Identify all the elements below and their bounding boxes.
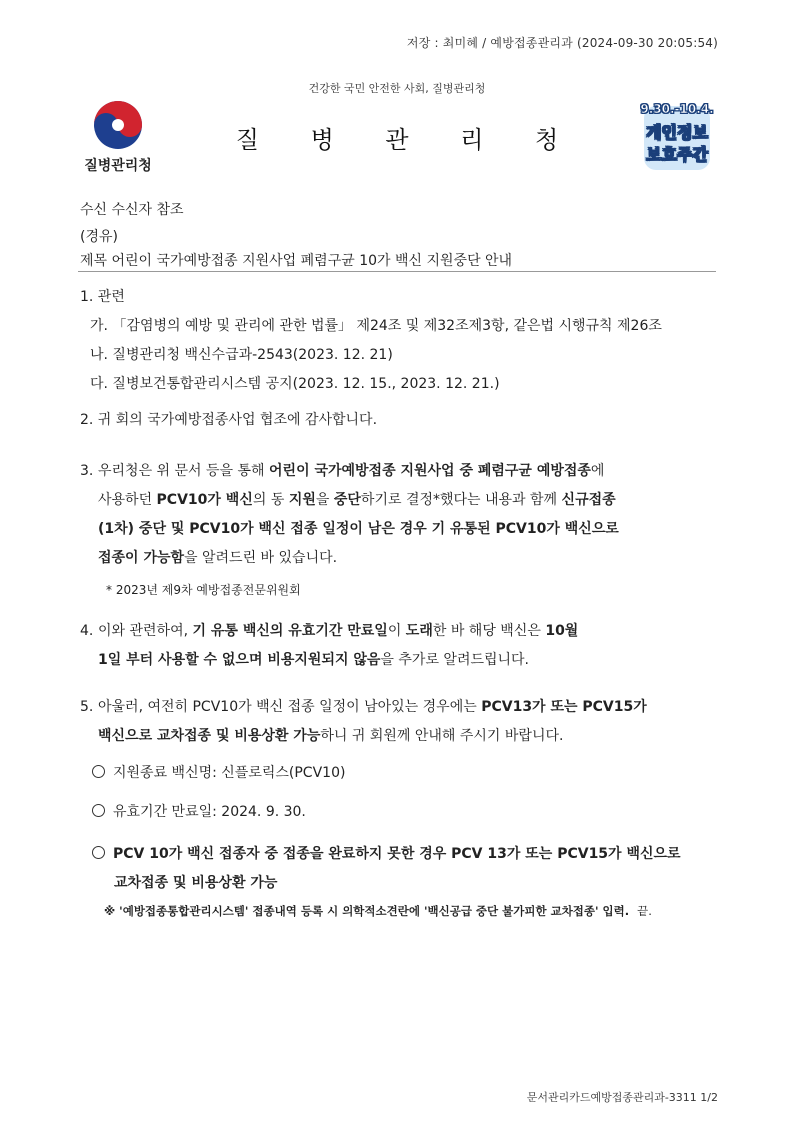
slogan: 건강한 국민 안전한 사회, 질병관리청	[308, 82, 486, 95]
badge-line-1: 개인정보	[646, 123, 708, 142]
bold-text: 10월	[545, 623, 579, 639]
list-item	[80, 798, 720, 827]
circle-bullet-icon	[92, 804, 105, 817]
bold-text: 기 유통 백신의 유효기간 만료일	[192, 623, 388, 639]
bold-text: 백신으로 교차접종 및 비용상환 가능	[98, 728, 321, 744]
bold-text: 도래	[405, 623, 433, 639]
text: 지원종료 백신명: 신플로릭스(PCV10)	[113, 765, 346, 781]
circle-bullet-icon	[92, 846, 105, 859]
section-5	[80, 693, 720, 751]
bold-text: 중단	[333, 492, 361, 508]
bold-text: PCV13가 또는 PCV15가	[481, 699, 647, 715]
text: 우리청은 위 문서 등을 통해	[98, 463, 270, 479]
list-item	[80, 759, 720, 788]
text: 하기로 결정*했다는 내용과 함께	[360, 492, 562, 508]
text: 아울러, 여전히 PCV10가 백신 접종 일정이 남아있는 경우에는	[98, 699, 482, 715]
bold-text: 접종이 가능함	[98, 550, 185, 566]
section-1-item-a: 가. 「감염병의 예방 및 관리에 관한 법률」 제24조 및 제32조제3항, 같은법 시행규칙 제26조	[90, 318, 662, 334]
logo-text: 질병관리청	[84, 158, 152, 174]
section-4-number: 4.	[80, 623, 94, 639]
section-1-title: 1. 관련	[80, 289, 125, 305]
bold-text: PCV10가 백신	[156, 492, 253, 508]
note-line	[104, 903, 720, 919]
badge-line-2: 보호주간	[646, 145, 708, 164]
save-info: 저장 : 최미혜 / 예방접종관리과 (2024-09-30 20:05:54)	[406, 36, 718, 50]
header-divider	[78, 271, 716, 272]
section-1-item-c: 다. 질병보건통합관리시스템 공지(2023. 12. 15., 2023. 12. 21.)	[90, 376, 500, 392]
text: 이	[387, 623, 406, 639]
section-2: 2. 귀 회의 국가예방접종사업 협조에 감사합니다.	[80, 412, 378, 428]
badge-date: 9.30.-10.4.	[640, 102, 714, 116]
bold-text: 교차접종 및 비용상환 가능	[114, 875, 278, 891]
org-title: 질 병 관 리 청	[235, 126, 581, 154]
via-line: (경유)	[80, 229, 118, 245]
bold-text: 어린이 국가예방접종 지원사업 중 폐렴구균 예방접종	[269, 463, 591, 479]
subject-line: 제목 어린이 국가예방접종 지원사업 폐렴구균 10가 백신 지원중단 안내	[80, 253, 513, 269]
text: 하니 귀 회원께 안내해 주시기 바랍니다.	[320, 728, 564, 744]
list-item	[80, 840, 720, 898]
circle-bullet-icon	[92, 765, 105, 778]
section-3-number: 3.	[80, 463, 94, 479]
section-1	[80, 283, 720, 399]
text: 을 알려드린 바 있습니다.	[184, 550, 338, 566]
recipient-line: 수신 수신자 참조	[80, 202, 184, 218]
text: 을 추가로 알려드립니다.	[380, 652, 530, 668]
text: 에	[590, 463, 605, 479]
section-3	[80, 457, 720, 607]
bold-text: 신규접종	[561, 492, 616, 508]
privacy-week-badge	[640, 100, 714, 174]
text: 을	[315, 492, 334, 508]
text: 유효기간 만료일: 2024. 9. 30.	[113, 804, 306, 820]
bold-text: 지원	[288, 492, 316, 508]
text: 사용하던	[98, 492, 157, 508]
text: 이와 관련하여,	[98, 623, 193, 639]
text: 한 바 해당 백신은	[432, 623, 546, 639]
end-mark: 끝.	[637, 904, 652, 918]
footer-doc-number: 문서관리카드예방접종관리과-3311 1/2	[526, 1091, 718, 1104]
section-3-footnote: * 2023년 제9차 예방접종전문위원회	[106, 583, 301, 597]
note-text: ※ '예방접종통합관리시스템' 접종내역 등록 시 의학적소견란에 '백신공급 중단 불가피한 교차접종' 입력.	[104, 904, 630, 918]
section-1-item-b: 나. 질병관리청 백신수급과-2543(2023. 12. 21)	[90, 347, 393, 363]
text: 의 동	[252, 492, 289, 508]
section-4	[80, 617, 720, 675]
section-5-number: 5.	[80, 699, 94, 715]
bold-text: PCV 10가 백신 접종자 중 접종을 완료하지 못한 경우 PCV 13가 또는 PCV15가 백신으로	[113, 846, 681, 862]
bold-text: (1차) 중단 및 PCV10가 백신 접종 일정이 남은 경우 기 유통된 PCV10가 백신으로	[98, 521, 619, 537]
bold-text: 1일 부터 사용할 수 없으며 비용지원되지 않음	[98, 652, 381, 668]
